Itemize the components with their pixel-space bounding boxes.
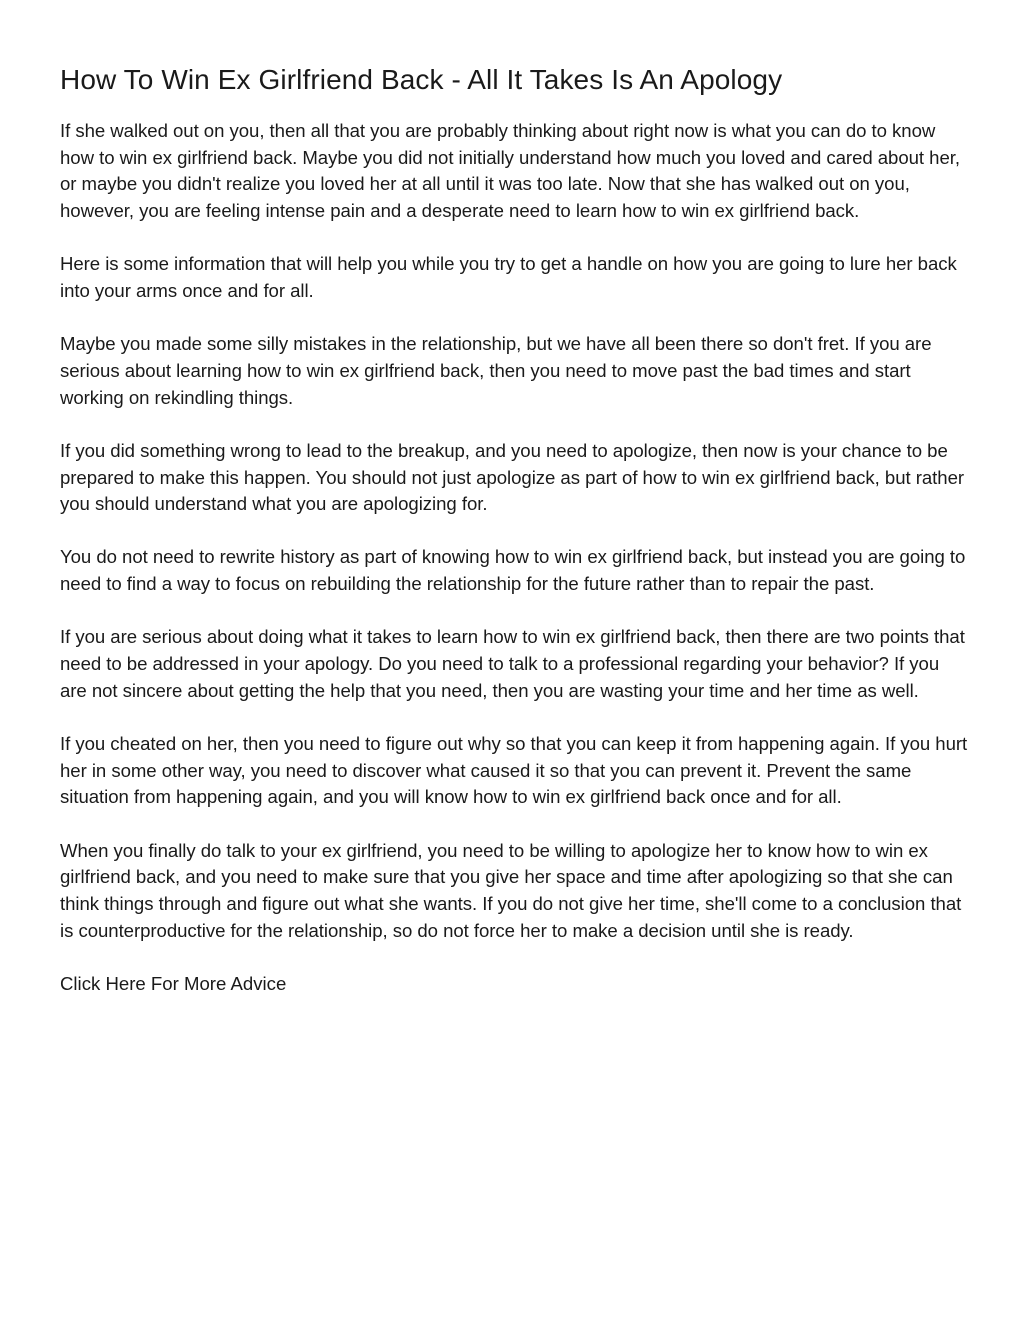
paragraph: Here is some information that will help you while you try to get a handle on how you are going to lure her back into your arms once and for all. [60, 253, 957, 302]
more-advice-link[interactable]: Click Here For More Advice [60, 972, 287, 994]
paragraph: If you cheated on her, then you need to figure out why so that you can keep it from happening again. If you hurt her in some other way, you need to discover what caused it so that you can prevent it. Prevent the same situation from happening again, and you will know how to win ex girlfriend back once and for all. [60, 732, 968, 808]
document-title: How To Win Ex Girlfriend Back - All It Takes Is An Apology [60, 64, 783, 95]
paragraph: If she walked out on you, then all that you are probably thinking about right now is what you can do to know how to win ex girlfriend back. Maybe you did not initially understand how much you loved and cared about her, or maybe you didn't realize you loved her at all until it was too late. Now that she has walked out on you, however, you are feeling intense pain and a desperate need to learn how to win ex girlfriend back. [60, 120, 960, 222]
paragraph: Maybe you made some silly mistakes in the relationship, but we have all been there so don't fret. If you are serious about learning how to win ex girlfriend back, then you need to move past the bad times and start working on rekindling things. [60, 333, 932, 408]
paragraph: You do not need to rewrite history as part of knowing how to win ex girlfriend back, but instead you are going to need to find a way to focus on rebuilding the relationship for the future rather than to repair the past. [60, 546, 966, 595]
document-body [60, 118, 970, 998]
paragraph: If you are serious about doing what it takes to learn how to win ex girlfriend back, then there are two points that need to be addressed in your apology. Do you need to talk to a professional regarding your behavior? If you are not sincere about getting the help that you need, then you are wasting your time and her time as well. [60, 626, 965, 701]
paragraph: If you did something wrong to lead to the breakup, and you need to apologize, then now is your chance to be prepared to make this happen. You should not just apologize as part of how to win ex girlfriend back, but rather you should understand what you are apologizing for. [60, 439, 964, 515]
paragraph: When you finally do talk to your ex girlfriend, you need to be willing to apologize her to know how to win ex girlfriend back, and you need to make sure that you give her space and time after apologizing so that she can think things through and figure out what she wants. If you do not give her time, she'll come to a conclusion that is counterproductive for the relationship, so do not force her to make a decision until she is ready. [60, 839, 962, 941]
document-page [60, 60, 970, 998]
